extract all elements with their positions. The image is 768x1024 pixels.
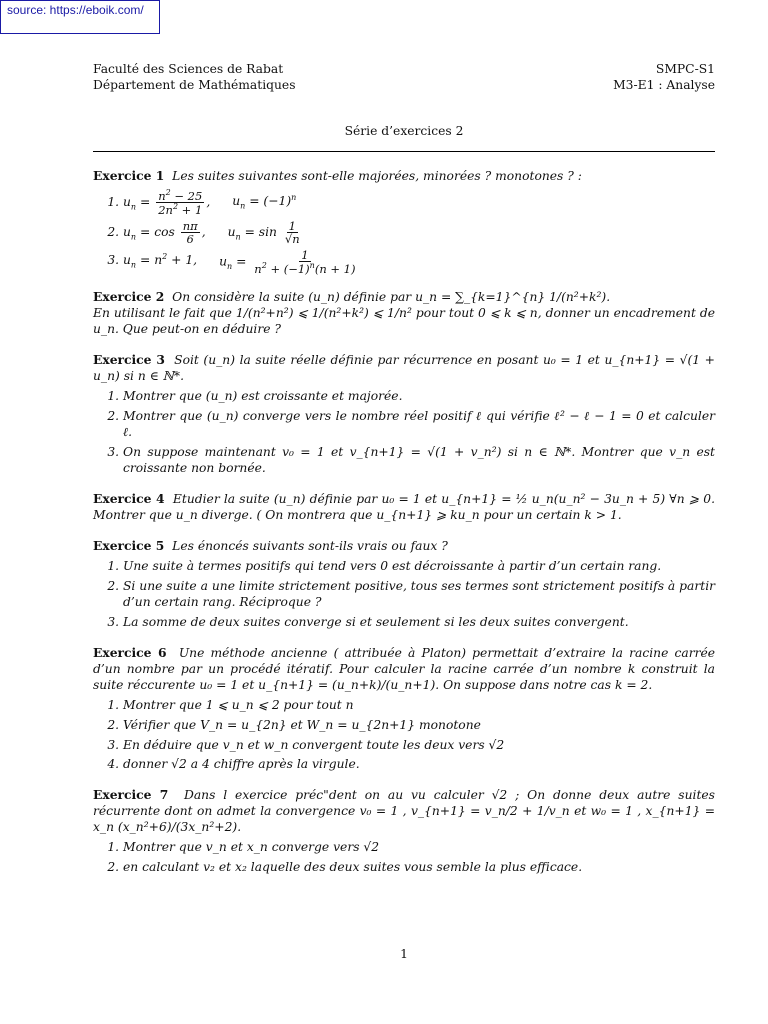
exercise-label: Exercice 2	[93, 288, 165, 304]
exercise-5-items	[93, 559, 715, 631]
page-number: 1	[400, 947, 408, 961]
list-item: 1. Montrer que 1 ⩽ u_n ⩽ 2 pour tout n	[123, 698, 715, 714]
course-code: SMPC-S1	[655, 62, 715, 76]
list-item: 3. On suppose maintenant v₀ = 1 et v_{n+1} = √(1 + v_n²) si n ∈ ℕ*. Montrer que v_n est croissante non bornée.	[123, 445, 715, 477]
exercise-6	[93, 645, 715, 774]
list-item: 1. Montrer que (u_n) est croissante et majorée.	[123, 389, 715, 405]
exercise-intro: Etudier la suite (u_n) définie par u₀ = 1 et u_{n+1} = ½ u_n(u_n² − 3u_n + 5) ∀n ⩾ 0. Montrer que u_n diverge. ( On montrera que u_{n+1} ⩾ ku_n pour un certain k > 1.	[93, 491, 715, 522]
list-item: 3. La somme de deux suites converge si et seulement si les deux suites convergent.	[123, 615, 715, 631]
list-item: 2. en calculant v₂ et x₂ laquelle des deux suites vous semble la plus efficace.	[123, 860, 715, 876]
exercise-intro: Les énoncés suivants sont-ils vrais ou faux ?	[172, 538, 448, 553]
exercise-label: Exercice 6	[93, 644, 167, 660]
exercise-4	[93, 491, 715, 524]
exercise-label: Exercice 1	[93, 168, 165, 183]
exercise-text: En utilisant le fait que 1/(n²+n²) ⩽ 1/(n²+k²) ⩽ 1/n² pour tout 0 ⩽ k ⩽ n, donner un encadrement de u_n. Que peut-on en déduire ?	[93, 305, 715, 336]
source-label[interactable]: source: https://eboik.com/	[0, 0, 160, 34]
exercise-1	[93, 168, 715, 275]
exercise-intro: On considère la suite (u_n) définie par u_n = ∑_{k=1}^{n} 1/(n²+k²).	[172, 289, 611, 304]
list-item: 2. Montrer que (u_n) converge vers le nombre réel positif ℓ qui vérifie ℓ² − ℓ − 1 = 0 et calculer ℓ.	[123, 409, 715, 441]
faculty-name: Faculté des Sciences de Rabat	[93, 62, 284, 76]
exercise-intro: Dans l exercice préc"dent on au vu calculer √2 ; On donne deux autre suites récurrente dont on admet la convergence v₀ = 1 , v_{n+1} = v_n/2 + 1/v_n et w₀ = 1 , x_{n+1} = x_n (x_n²+6)/(3x_n²+2).	[93, 788, 715, 835]
list-item: 3. En déduire que v_n et w_n convergent toute les deux vers √2	[123, 738, 715, 754]
exercise-3	[93, 352, 715, 477]
list-item: 2. Vérifier que V_n = u_{2n} et W_n = u_{2n+1} monotone	[123, 718, 715, 734]
department-name: Département de Mathématiques	[93, 77, 296, 92]
list-item: 4. donner √2 a 4 chiffre après la virgule.	[123, 757, 715, 773]
list-item: 1. Montrer que v_n et x_n converge vers √2	[123, 840, 715, 856]
header-right	[613, 62, 715, 94]
title-divider	[93, 151, 715, 152]
exercise-6-items	[93, 698, 715, 774]
ex1-item-1: 1. $u_n$ = $\frac{n^2 - 25}{2n^2 + 1}$ , $u_n = (-1)^n$	[123, 189, 715, 216]
course-module: M3-E1 : Analyse	[613, 77, 715, 92]
ex1-item-3: 3. $u_n = n^2 + 1$, $u_n$ = $\frac{1}{n^2 + (-1)^n(n + 1)}$	[123, 249, 715, 275]
page-title: Série d’exercices 2	[344, 124, 464, 138]
exercise-3-items	[93, 389, 715, 477]
exercise-7	[93, 787, 715, 876]
exercise-list	[93, 168, 715, 890]
exercise-label: Exercice 7	[93, 787, 169, 803]
list-item: 1. Une suite à termes positifs qui tend vers 0 est décroissante à partir d’un certain rang.	[123, 559, 715, 575]
exercise-1-items	[93, 189, 715, 275]
exercise-intro: Une méthode ancienne ( attribuée à Platon) permettait d’extraire la racine carrée d’un nombre par un procédé itératif. Pour calculer la racine carrée d’un nombre k construit la suite réccurente u₀ = 1 et u_{n+1} = (u_n+k)/(u_n+1). On suppose dans notre cas k = 2.	[93, 645, 715, 692]
exercise-intro: Les suites suivantes sont-elle majorées, minorées ? monotones ? :	[172, 169, 582, 183]
header-left	[93, 62, 296, 94]
exercise-label: Exercice 5	[93, 537, 165, 553]
exercise-5	[93, 538, 715, 631]
exercise-2	[93, 289, 715, 338]
exercise-intro: Soit (u_n) la suite réelle définie par récurrence en posant u₀ = 1 et u_{n+1} = √(1 + u_n) si n ∈ ℕ*.	[93, 352, 715, 383]
ex1-item-2: 2. $u_n = \cos$ $\frac{n\pi}{6}$ , $u_n = \sin$ $\frac{1}{√n}$	[123, 220, 715, 245]
list-item: 2. Si une suite a une limite strictement positive, tous ses termes sont strictement positifs à partir d’un certain rang. Réciproque ?	[123, 579, 715, 611]
exercise-label: Exercice 3	[93, 351, 165, 367]
exercise-7-items	[93, 840, 715, 876]
exercise-label: Exercice 4	[93, 490, 165, 506]
